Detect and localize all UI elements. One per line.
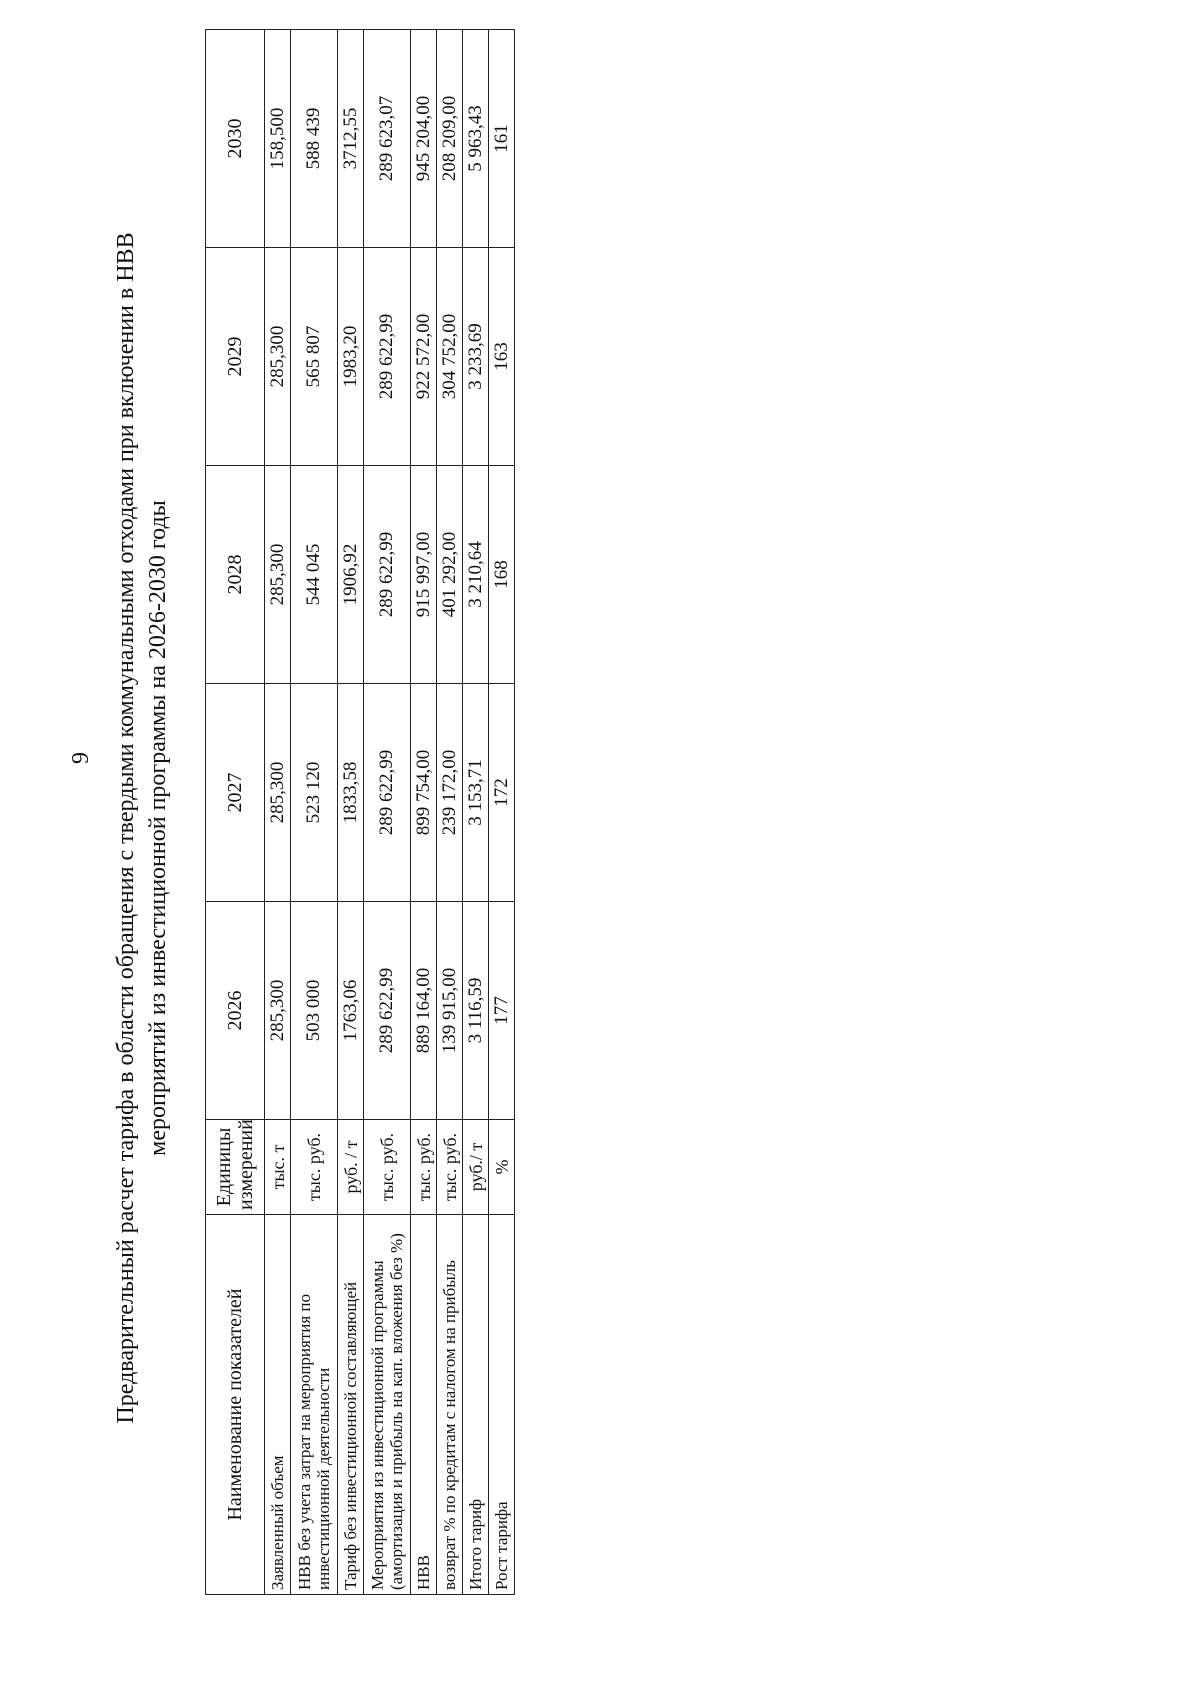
row-value: 304 752,00 (437, 248, 463, 466)
row-value: 503 000 (291, 902, 338, 1120)
table-row (265, 30, 291, 1595)
row-unit: тыс. руб. (437, 1120, 463, 1215)
row-value: 289 622,99 (364, 684, 411, 902)
row-value: 915 997,00 (411, 466, 437, 684)
row-unit: тыс. т (265, 1120, 291, 1215)
row-value: 163 (489, 248, 515, 466)
row-value: 922 572,00 (411, 248, 437, 466)
table-row (364, 30, 411, 1595)
header-year: 2030 (206, 30, 265, 248)
row-label: Заявленный объем (265, 1215, 291, 1595)
row-unit: тыс. руб. (364, 1120, 411, 1215)
row-value: 588 439 (291, 30, 338, 248)
row-unit: тыс. руб. (291, 1120, 338, 1215)
row-value: 285,300 (265, 248, 291, 466)
row-unit: руб./ т (463, 1120, 489, 1215)
row-value: 945 204,00 (411, 30, 437, 248)
row-value: 168 (489, 466, 515, 684)
header-name: Наименование показателей (206, 1215, 265, 1595)
row-value: 5 963,43 (463, 30, 489, 248)
row-value: 139 915,00 (437, 902, 463, 1120)
row-value: 239 172,00 (437, 684, 463, 902)
row-value: 1833,58 (338, 684, 364, 902)
row-value: 1763,06 (338, 902, 364, 1120)
row-value: 172 (489, 684, 515, 902)
row-label: возврат % по кредитам с налогом на прибыль (437, 1215, 463, 1595)
row-unit: тыс. руб. (411, 1120, 437, 1215)
row-value: 3 233,69 (463, 248, 489, 466)
row-value: 1906,92 (338, 466, 364, 684)
table-row (338, 30, 364, 1595)
title-line-1: Предварительный расчет тарифа в области обращения с твердыми коммунальными отходами при включении в НВВ (113, 232, 139, 1424)
row-value: 889 164,00 (411, 902, 437, 1120)
row-value: 285,300 (265, 684, 291, 902)
row-value: 523 120 (291, 684, 338, 902)
row-unit: % (489, 1120, 515, 1215)
row-value: 161 (489, 30, 515, 248)
row-value: 3 210,64 (463, 466, 489, 684)
row-value: 1983,20 (338, 248, 364, 466)
row-value: 208 209,00 (437, 30, 463, 248)
row-label: Итого тариф (463, 1215, 489, 1595)
row-value: 285,300 (265, 466, 291, 684)
tariff-table (205, 29, 515, 1595)
page-number: 9 (68, 752, 94, 764)
row-unit: руб. / т (338, 1120, 364, 1215)
header-year: 2028 (206, 466, 265, 684)
row-value: 3 153,71 (463, 684, 489, 902)
table-row (411, 30, 437, 1595)
header-year: 2027 (206, 684, 265, 902)
table-header-row (206, 30, 265, 1595)
row-value: 158,500 (265, 30, 291, 248)
row-value: 3712,55 (338, 30, 364, 248)
row-value: 285,300 (265, 902, 291, 1120)
header-year: 2026 (206, 902, 265, 1120)
row-value: 899 754,00 (411, 684, 437, 902)
row-value: 289 623,07 (364, 30, 411, 248)
row-value: 401 292,00 (437, 466, 463, 684)
row-value: 3 116,59 (463, 902, 489, 1120)
table-row (291, 30, 338, 1595)
row-label: Мероприятия из инвестиционной программы (амортизация и прибыль на кап. вложения без %) (364, 1215, 411, 1595)
title-line-2: мероприятий из инвестиционной программы на 2026-2030 годы (145, 500, 171, 1156)
table-row (489, 30, 515, 1595)
row-value: 289 622,99 (364, 902, 411, 1120)
row-value: 565 807 (291, 248, 338, 466)
table-row (463, 30, 489, 1595)
table-row (437, 30, 463, 1595)
row-value: 289 622,99 (364, 248, 411, 466)
row-label: Рост тарифа (489, 1215, 515, 1595)
row-value: 177 (489, 902, 515, 1120)
header-unit: Единицы измерений (206, 1120, 265, 1215)
row-label: НВВ (411, 1215, 437, 1595)
document-title (110, 78, 174, 1578)
row-label: НВВ без учета затрат на мероприятия по инвестиционной деятельности (291, 1215, 338, 1595)
row-value: 544 045 (291, 466, 338, 684)
row-value: 289 622,99 (364, 466, 411, 684)
row-label: Тариф без инвестиционной составляющей (338, 1215, 364, 1595)
header-year: 2029 (206, 248, 265, 466)
